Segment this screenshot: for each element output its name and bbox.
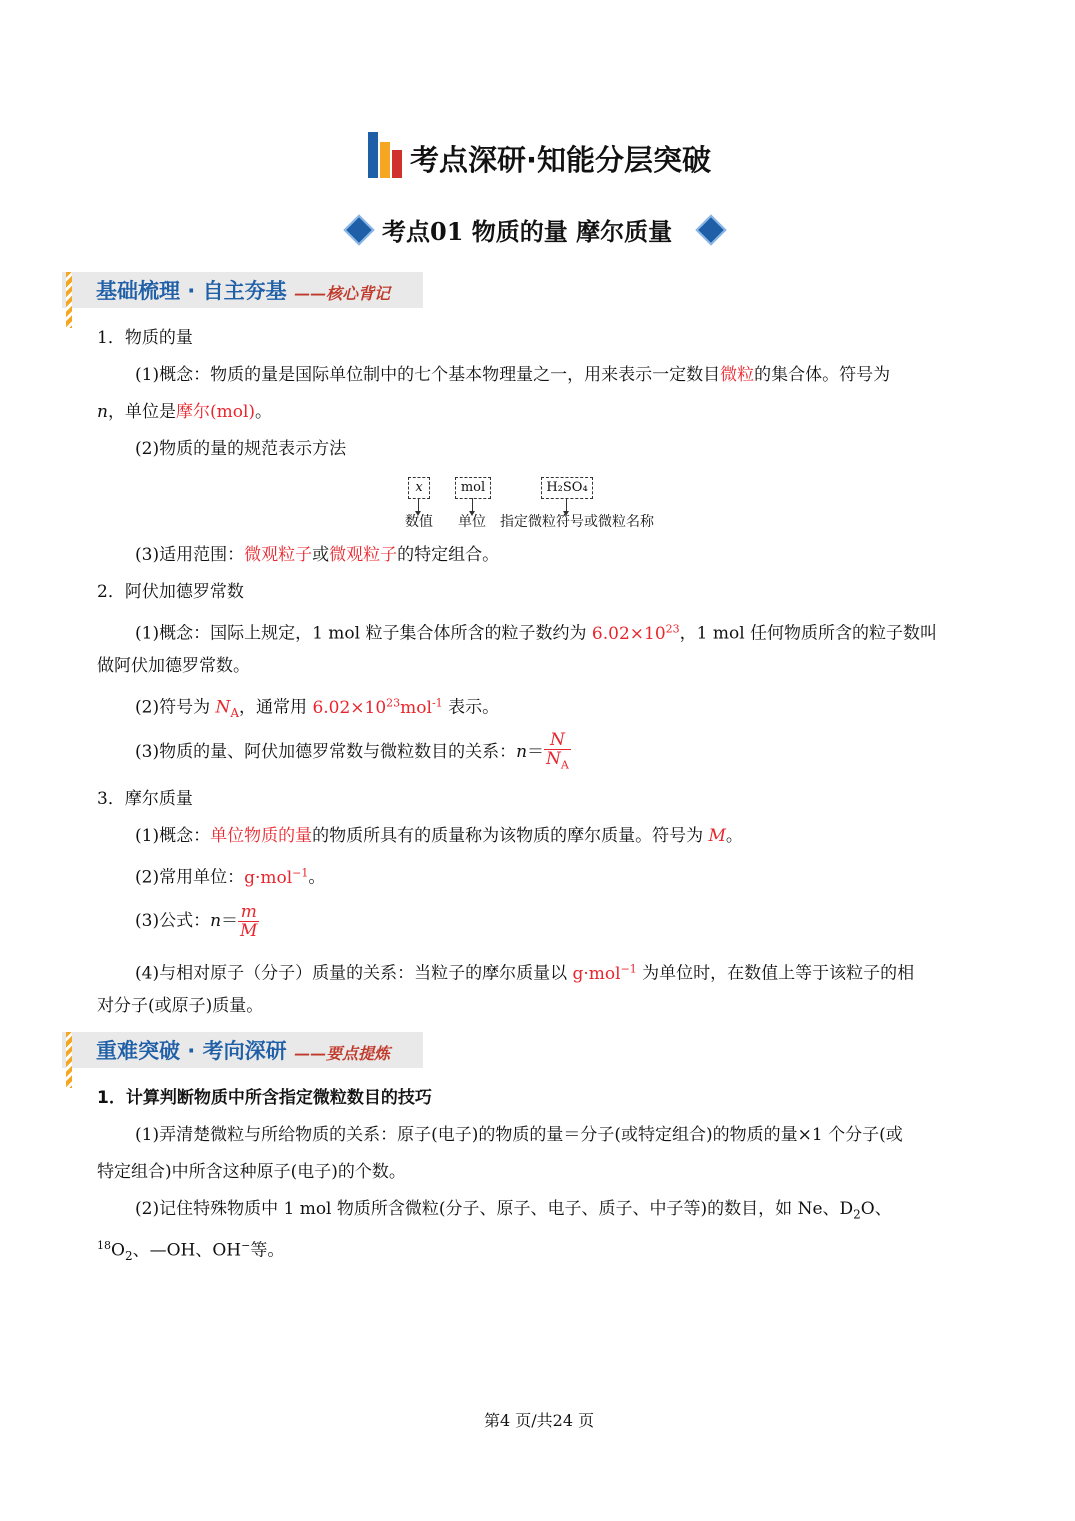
heading-1: 1．物质的量 — [97, 328, 193, 348]
arrow-icon — [418, 498, 419, 512]
diamond-right-icon — [695, 214, 726, 245]
page-footer: 第4 页/共24 页 — [484, 1411, 595, 1430]
paragraph: (3)物质的量、阿伏加德罗常数与微粒数目的关系：n＝ $\frac{N}{N_A}$ — [135, 731, 571, 774]
arrow-icon — [472, 498, 473, 512]
heading-3: 3．摩尔质量 — [97, 789, 193, 809]
paragraph: (2)常用单位：g·mol$^{-1}$。 — [135, 866, 326, 888]
diagram-box-unit: mol — [455, 477, 491, 499]
banner-title: 考点深研·知能分层突破 — [410, 143, 712, 177]
paragraph: (2)符号为 $N_A$，通常用 $6.02\times 10^{23}mol^{-1}$ 表示。 — [135, 696, 500, 721]
paragraph: (2)物质的量的规范表示方法 — [135, 439, 347, 459]
formula-fraction: $\frac{N}{N_A}$ — [546, 730, 569, 772]
paragraph: (1)概念：物质的量是国际单位制中的七个基本物理量之一，用来表示一定数目微粒的集合体。符号为 — [135, 365, 891, 385]
topic-title: 考点01 物质的量 摩尔质量 — [382, 217, 673, 246]
diagram-label-particle: 指定微粒符号或微粒名称 — [500, 514, 654, 530]
section-subtitle: ——核心背记 — [294, 284, 391, 303]
diagram-label-value: 数值 — [405, 514, 433, 530]
stripe-decoration — [66, 272, 72, 328]
section-title: 基础梳理 · 自主夯基 — [96, 279, 287, 303]
diagram-box-particle: H₂SO₄ — [541, 477, 593, 499]
diagram-box-value: x — [408, 477, 430, 499]
paragraph: (3)公式：n＝ $\frac{m}{M}$ — [135, 902, 258, 941]
diamond-left-icon — [343, 214, 374, 245]
paragraph: (1)弄清楚微粒与所给物质的关系：原子(电子)的物质的量＝分子(或特定组合)的物质的量×1 个分子(或 — [135, 1125, 903, 1145]
paragraph: 特定组合)中所含这种原子(电子)的个数。 — [97, 1162, 406, 1182]
arrow-icon — [566, 498, 567, 512]
heading-2: 2．阿伏加德罗常数 — [97, 582, 244, 602]
paragraph: 对分子(或原子)质量。 — [97, 996, 264, 1016]
section-header-key — [62, 1032, 423, 1068]
paragraph: (4)与相对原子（分子）质量的关系：当粒子的摩尔质量以 g·mol$^{-1}$ 为单位时，在数值上等于该粒子的相 — [135, 962, 915, 984]
section-subtitle: ——要点提炼 — [294, 1044, 391, 1063]
banner-logo-icon — [368, 132, 406, 178]
paragraph: (3)适用范围：微观粒子或微观粒子的特定组合。 — [135, 545, 500, 565]
heading-s2-1: 1．计算判断物质中所含指定微粒数目的技巧 — [97, 1088, 432, 1108]
diagram-label-unit: 单位 — [458, 514, 486, 530]
paragraph: (1)概念：国际上规定，1 mol 粒子集合体所含的粒子数约为 $6.02\times 10^{23}$，1 mol 任何物质所含的粒子数叫 — [135, 622, 938, 644]
stripe-decoration — [66, 1032, 72, 1088]
formula-fraction: $\frac{m}{M}$ — [240, 902, 258, 941]
paragraph: $^{18}O_2$、—OH、OH−等。 — [97, 1239, 285, 1264]
section-title: 重难突破 · 考向深研 — [96, 1039, 287, 1063]
paragraph: (2)记住特殊物质中 1 mol 物质所含微粒(分子、原子、电子、质子、中子等)的数目，如 Ne、$D_2O$、 — [135, 1199, 892, 1222]
paragraph: (1)概念：单位物质的量的物质所具有的质量称为该物质的摩尔质量。符号为 M。 — [135, 826, 743, 846]
paragraph: 做阿伏加德罗常数。 — [97, 656, 250, 676]
section-header-basic — [62, 272, 423, 308]
paragraph: n，单位是摩尔(mol)。 — [97, 402, 273, 422]
